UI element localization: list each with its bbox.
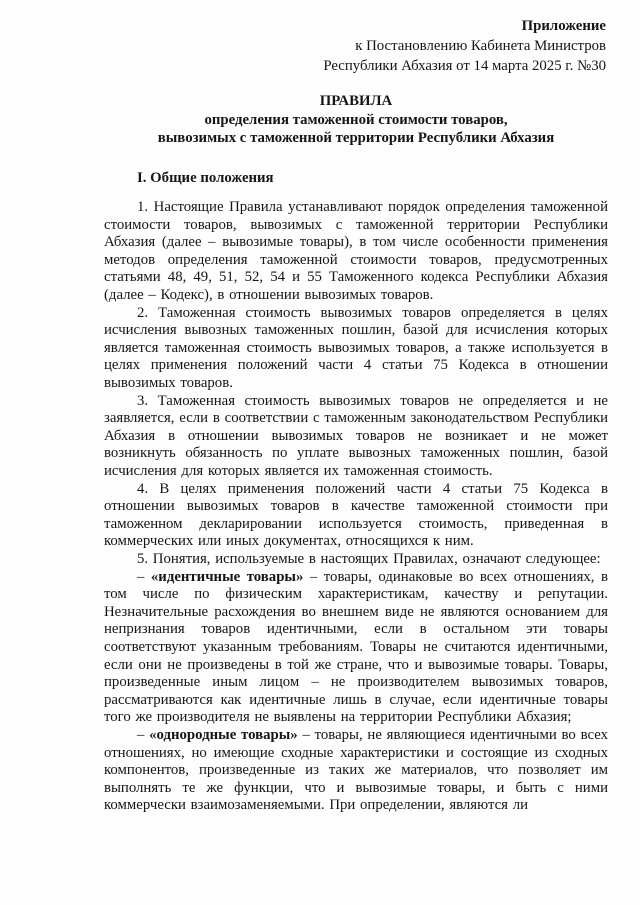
paragraph-2: 2. Таможенная стоимость вывозимых товаров определяется в целях исчисления вывозных таможенных пошлин, базой для исчисления которых является таможенная стоимость вывозимых товаров, а также используется в целях применения положений части 4 статьи 75 Кодекса в отношении вывозимых товаров.	[104, 304, 608, 392]
appendix-label: Приложение	[521, 18, 606, 34]
definition-text-identical-goods: – товары, одинаковые во всех отношениях, в том числе по физическим характеристикам, качеству и репутации. Незначительные расхождения во внешнем виде не являются основанием для непризнания товаров идентичными, если в остальном эти товары соответствуют указанным требованиям. Товары не считаются идентичными, если они не произведены в той же стране, что и вывозимые товары. Товары, произведенные иным лицом – не производителем вывозимых товаров, рассматриваются как идентичные лишь в случае, если идентичные товары того же производителя не выявлены на территории Республики Абхазия;	[104, 568, 608, 726]
header-line-2: к Постановлению Кабинета Министров	[355, 38, 606, 54]
paragraph-5: 5. Понятия, используемые в настоящих Правилах, означают следующее:	[137, 550, 601, 567]
title-line-2: определения таможенной стоимости товаров,	[204, 111, 508, 128]
paragraph-4: 4. В целях применения положений части 4 статьи 75 Кодекса в отношении вывозимых товаров в качестве таможенной стоимости при таможенном декларировании используется стоимость, приведенная в коммерческих или иных документах, относящихся к ним.	[104, 480, 608, 550]
definition-homogeneous-goods	[104, 727, 608, 815]
header-line-3: Республики Абхазия от 14 марта 2025 г. №30	[323, 58, 606, 74]
title-line-3: вывозимых с таможенной территории Республики Абхазия	[157, 130, 555, 146]
definition-term-homogeneous-goods: «однородные товары»	[149, 726, 298, 743]
document-title	[104, 92, 608, 148]
definition-dash: –	[137, 726, 150, 743]
paragraph-3: 3. Таможенная стоимость вывозимых товаров не определяется и не заявляется, если в соответствии с таможенным законодательством Республики Абхазия в отношении вывозимых товаров не возникает и не может возникнуть обязанность по уплате вывозных таможенных пошлин, базой исчисления для которых является их таможенная стоимость.	[104, 392, 608, 479]
definition-term-identical-goods: «идентичные товары»	[150, 568, 304, 585]
definition-text-homogeneous-goods: – товары, не являющиеся идентичными во всех отношениях, но имеющие сходные характеристики и состоящие из сходных компонентов, произведенные из таких же материалов, что позволяет им выполнять те же функции, что и вывозимые товары, и быть с ними коммерчески взаимозаменяемыми. При определении, являются ли	[104, 726, 608, 814]
definition-dash: –	[137, 568, 151, 585]
title-line-1: ПРАВИЛА	[319, 93, 393, 109]
section-heading-general-provisions: I. Общие положения	[137, 169, 274, 186]
document-header	[104, 16, 606, 76]
paragraph-1: 1. Настоящие Правила устанавливают порядок определения таможенной стоимости товаров, вывозимых с таможенной территории Республики Абхазия (далее – вывозимые товары), в том числе особенности применения методов определения таможенной стоимости товаров, предусмотренных статьями 48, 49, 51, 52, 54 и 55 Таможенного кодекса Республики Абхазия (далее – Кодекс), в отношении вывозимых товаров.	[104, 199, 608, 304]
definition-identical-goods	[104, 569, 608, 727]
